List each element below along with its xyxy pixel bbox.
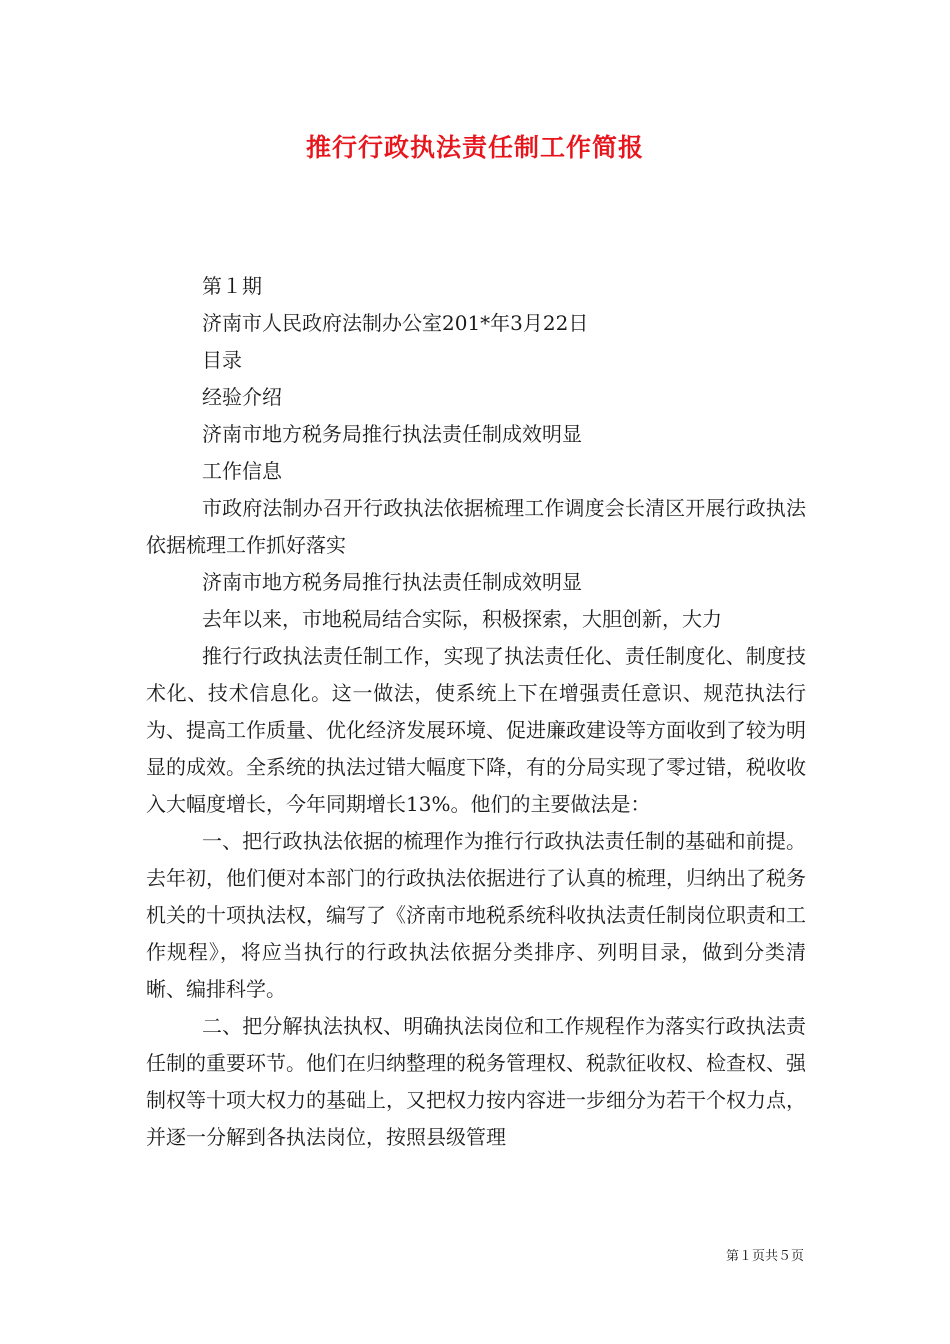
page-footer: 第１页共５页 <box>725 1249 804 1264</box>
article-paragraph: 推行行政执法责任制工作，实现了执法责任化、责任制度化、制度技术化、技术信息化。这一做法，使系统上下在增强责任意识、规范执法行为、提高工作质量、优化经济发展环境、促进廉政建设等方面收到了较为明显的成效。全系统的执法过错大幅度下降，有的分局实现了零过错，税收收入大幅度增长，今年同期增长13%。他们的主要做法是： <box>146 644 806 816</box>
issue-number: 第１期 <box>202 274 262 298</box>
issuer-date: 济南市人民政府法制办公室201*年3月22日 <box>202 311 589 335</box>
article-paragraph: 一、把行政执法依据的梳理作为推行行政执法责任制的基础和前提。去年初，他们便对本部门的行政执法依据进行了认真的梳理，归纳出了税务机关的十项执法权，编写了《济南市地税系统科收执法责任制岗位职责和工作规程》，将应当执行的行政执法依据分类排序、列明目录，做到分类清晰、编排科学。 <box>146 829 806 1001</box>
toc-section-work-info: 工作信息 <box>202 459 282 483</box>
toc-heading: 目录 <box>202 348 242 372</box>
article-title: 济南市地方税务局推行执法责任制成效明显 <box>202 570 582 594</box>
toc-item-tax-bureau: 济南市地方税务局推行执法责任制成效明显 <box>202 422 582 446</box>
article-paragraph: 二、把分解执法执权、明确执法岗位和工作规程作为落实行政执法责任制的重要环节。他们在归纳整理的税务管理权、税款征收权、检查权、强制权等十项大权力的基础上，又把权力按内容进一步细分为若干个权力点，并逐一分解到各执法岗位，按照县级管理 <box>146 1014 806 1149</box>
toc-item-work-info: 市政府法制办召开行政执法依据梳理工作调度会长清区开展行政执法依据梳理工作抓好落实 <box>146 496 806 557</box>
document-body <box>146 268 806 1156</box>
article-lead-line: 去年以来，市地税局结合实际，积极探索，大胆创新，大力 <box>202 607 722 631</box>
page-title: 推行行政执法责任制工作简报 <box>305 133 644 162</box>
toc-section-experience: 经验介绍 <box>202 385 282 409</box>
